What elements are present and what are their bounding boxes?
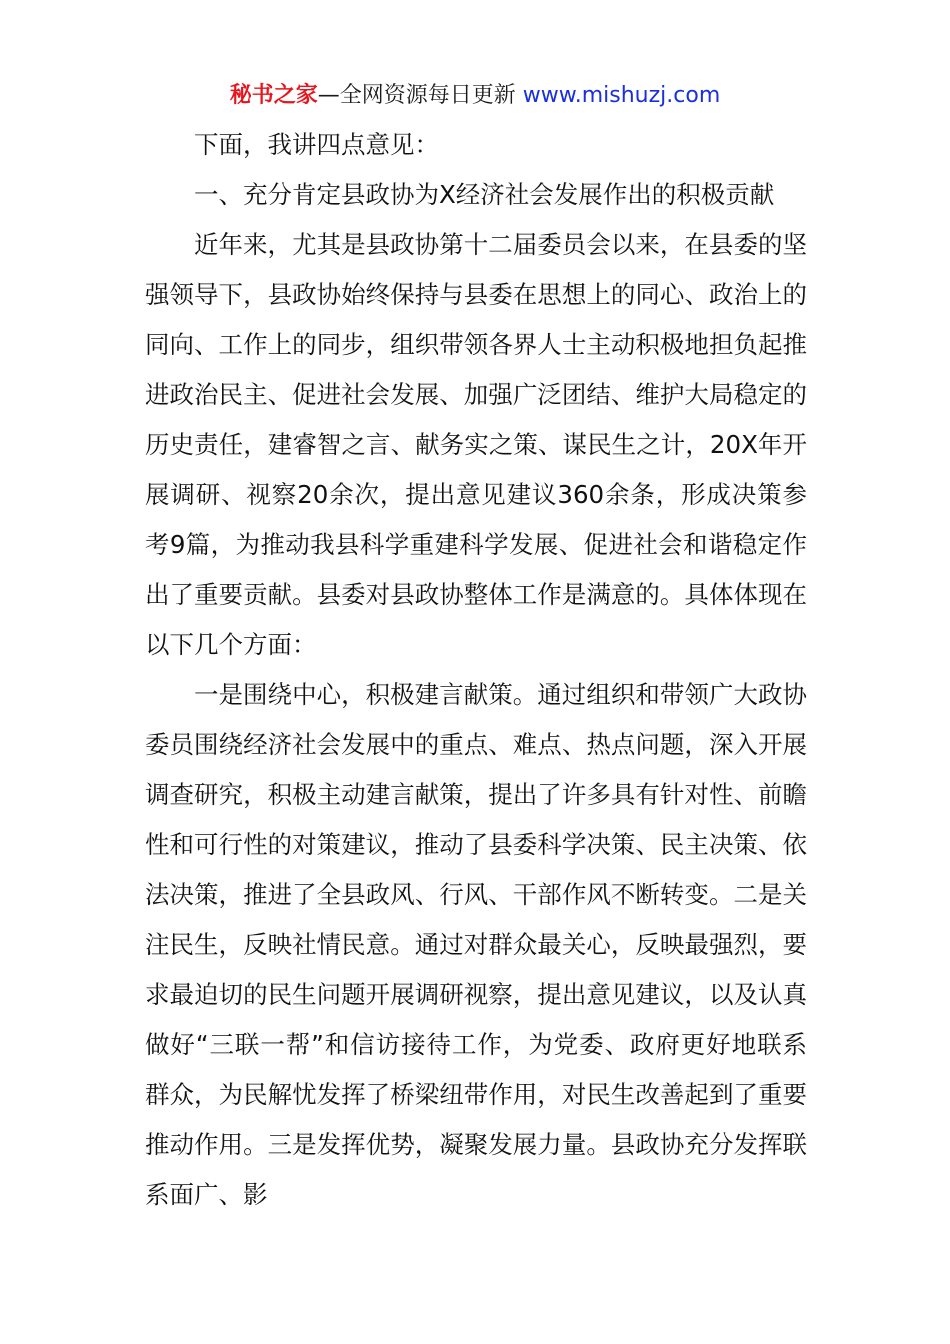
paragraph: 近年来，尤其是县政协第十二届委员会以来，在县委的坚强领导下，县政协始终保持与县委在思想上的同心、政治上的同向、工作上的同步，组织带领各界人士主动积极地担负起推进政治民主、促进社会发展、加强广泛团结、维护大局稳定的历史责任，建睿智之言、献务实之策、谋民生之计，20X年开展调研、视察20余次，提出意见建议360余条，形成决策参考9篇，为推动我县科学重建科学发展、促进社会和谐稳定作出了重要贡献。县委对县政协整体工作是满意的。具体体现在以下几个方面： <box>145 230 807 659</box>
header-tagline: —全网资源每日更新 <box>317 83 523 108</box>
brand-name: 秘书之家 <box>229 83 318 108</box>
site-url-link[interactable]: www.mishuzj.com <box>522 83 721 108</box>
section-heading: 一、充分肯定县政协为X经济社会发展作出的积极贡献 <box>194 180 775 209</box>
site-header <box>0 80 950 112</box>
document-body <box>145 120 807 1220</box>
paragraph: 一是围绕中心，积极建言献策。通过组织和带领广大政协委员围绕经济社会发展中的重点、难点、热点问题，深入开展调查研究，积极主动建言献策，提出了许多具有针对性、前瞻性和可行性的对策建议，推动了县委科学决策、民主决策、依法决策，推进了全县政风、行风、干部作风不断转变。二是关注民生，反映社情民意。通过对群众最关心，反映最强烈，要求最迫切的民生问题开展调研视察，提出意见建议，以及认真做好“三联一帮”和信访接待工作，为党委、政府更好地联系群众，为民解忧发挥了桥梁纽带作用，对民生改善起到了重要推动作用。三是发挥优势，凝聚发展力量。县政协充分发挥联系面广、影 <box>145 680 807 1209</box>
paragraph: 下面，我讲四点意见： <box>194 130 439 159</box>
